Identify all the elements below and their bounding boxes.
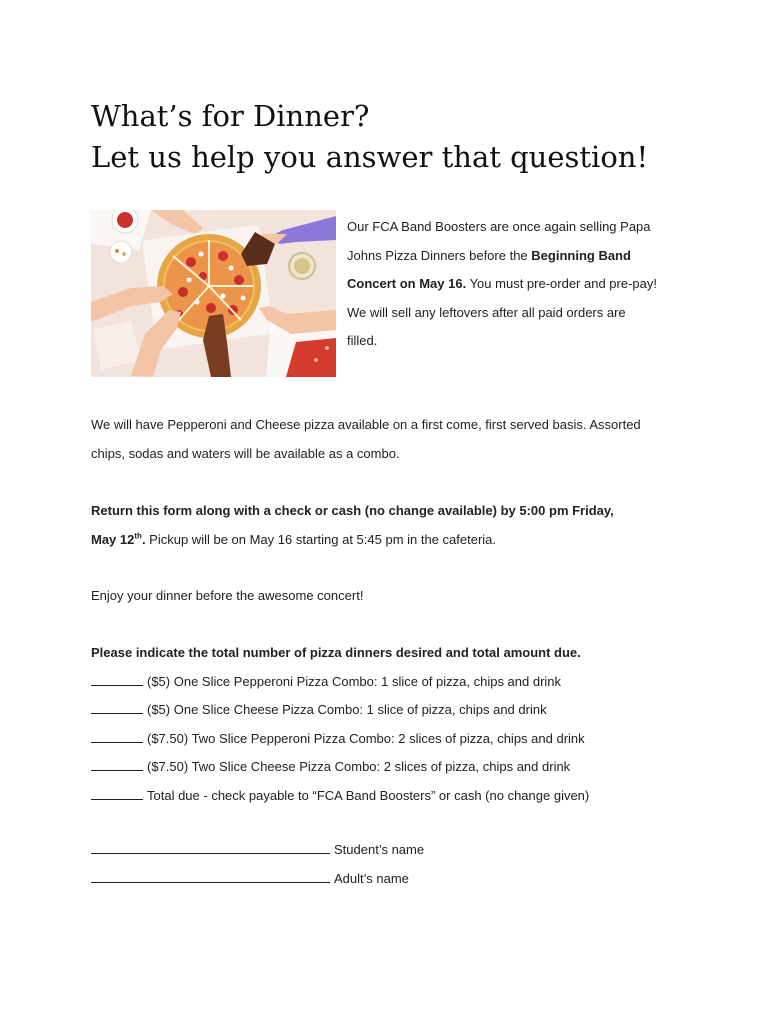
- intro-line: We will sell any leftovers after all paid orders are: [347, 304, 626, 320]
- return-date: [91, 532, 146, 547]
- order-item: [91, 668, 691, 697]
- quantity-blank-field[interactable]: [91, 674, 143, 686]
- order-item-label: ($5) One Slice Cheese Pizza Combo: 1 slice of pizza, chips and drink: [147, 702, 547, 717]
- intro-text: Johns Pizza Dinners before the: [347, 247, 532, 263]
- order-item-label: ($7.50) Two Slice Cheese Pizza Combo: 2 slices of pizza, chips and drink: [147, 759, 571, 774]
- order-item: [91, 696, 691, 725]
- quantity-blank-field[interactable]: [91, 759, 143, 771]
- order-heading-text: Please indicate the total number of pizza dinners desired and total amount due.: [91, 645, 581, 660]
- availability-line: We will have Pepperoni and Cheese pizza available on a first come, first served basis. Assorted: [91, 417, 641, 432]
- return-bold-text: Return this form along with a check or cash (no change available) by 5:00 pm Friday,: [91, 503, 614, 518]
- student-name-label: Student’s name: [334, 842, 425, 857]
- intro-line: [347, 242, 687, 271]
- student-name-row: [91, 841, 424, 857]
- quantity-blank-field[interactable]: [91, 731, 143, 743]
- intro-bold-text: Concert on May 16.: [347, 276, 467, 291]
- order-item-label: Total due - check payable to “FCA Band Boosters” or cash (no change given): [147, 787, 590, 803]
- pickup-text: Pickup will be on May 16 starting at 5:45 pm in the cafeteria.: [145, 531, 497, 547]
- title-line-2: Let us help you answer that question!: [91, 140, 649, 174]
- quantity-blank-field[interactable]: [91, 702, 143, 714]
- adult-name-label: Adult’s name: [334, 871, 409, 886]
- intro-paragraph: [347, 213, 687, 356]
- order-item: [91, 725, 691, 754]
- return-deadline-paragraph: [91, 497, 691, 554]
- return-date-period: .: [141, 531, 146, 547]
- availability-paragraph: [91, 411, 691, 468]
- order-item: [91, 753, 691, 782]
- order-item: [91, 782, 691, 811]
- pizza-sharing-illustration: [91, 210, 336, 377]
- order-item-label: ($5) One Slice Pepperoni Pizza Combo: 1 slice of pizza, chips and drink: [147, 673, 562, 689]
- adult-name-field[interactable]: [91, 870, 330, 883]
- enjoy-line: Enjoy your dinner before the awesome concert!: [91, 588, 364, 603]
- intro-line: [347, 270, 687, 299]
- intro-line: Our FCA Band Boosters are once again selling Papa: [347, 219, 651, 234]
- title-line-1: What’s for Dinner?: [91, 99, 370, 133]
- student-name-field[interactable]: [91, 841, 330, 854]
- intro-text: You must pre-order and pre-pay!: [466, 276, 657, 291]
- order-form: [91, 639, 691, 810]
- return-date-text: May 12: [91, 531, 135, 547]
- adult-name-row: [91, 870, 409, 886]
- enjoy-paragraph: [91, 582, 691, 611]
- intro-line: filled.: [347, 333, 378, 348]
- order-item-label: ($7.50) Two Slice Pepperoni Pizza Combo: 2 slices of pizza, chips and drink: [147, 730, 585, 746]
- return-line: [91, 526, 691, 555]
- return-line: [91, 497, 691, 526]
- total-due-blank-field[interactable]: [91, 788, 143, 800]
- ordinal-suffix: th: [134, 531, 142, 541]
- page-title: [91, 96, 648, 178]
- order-heading: [91, 639, 691, 668]
- intro-bold-text: Beginning Band: [531, 247, 631, 263]
- availability-line: chips, sodas and waters will be available as a combo.: [91, 445, 400, 461]
